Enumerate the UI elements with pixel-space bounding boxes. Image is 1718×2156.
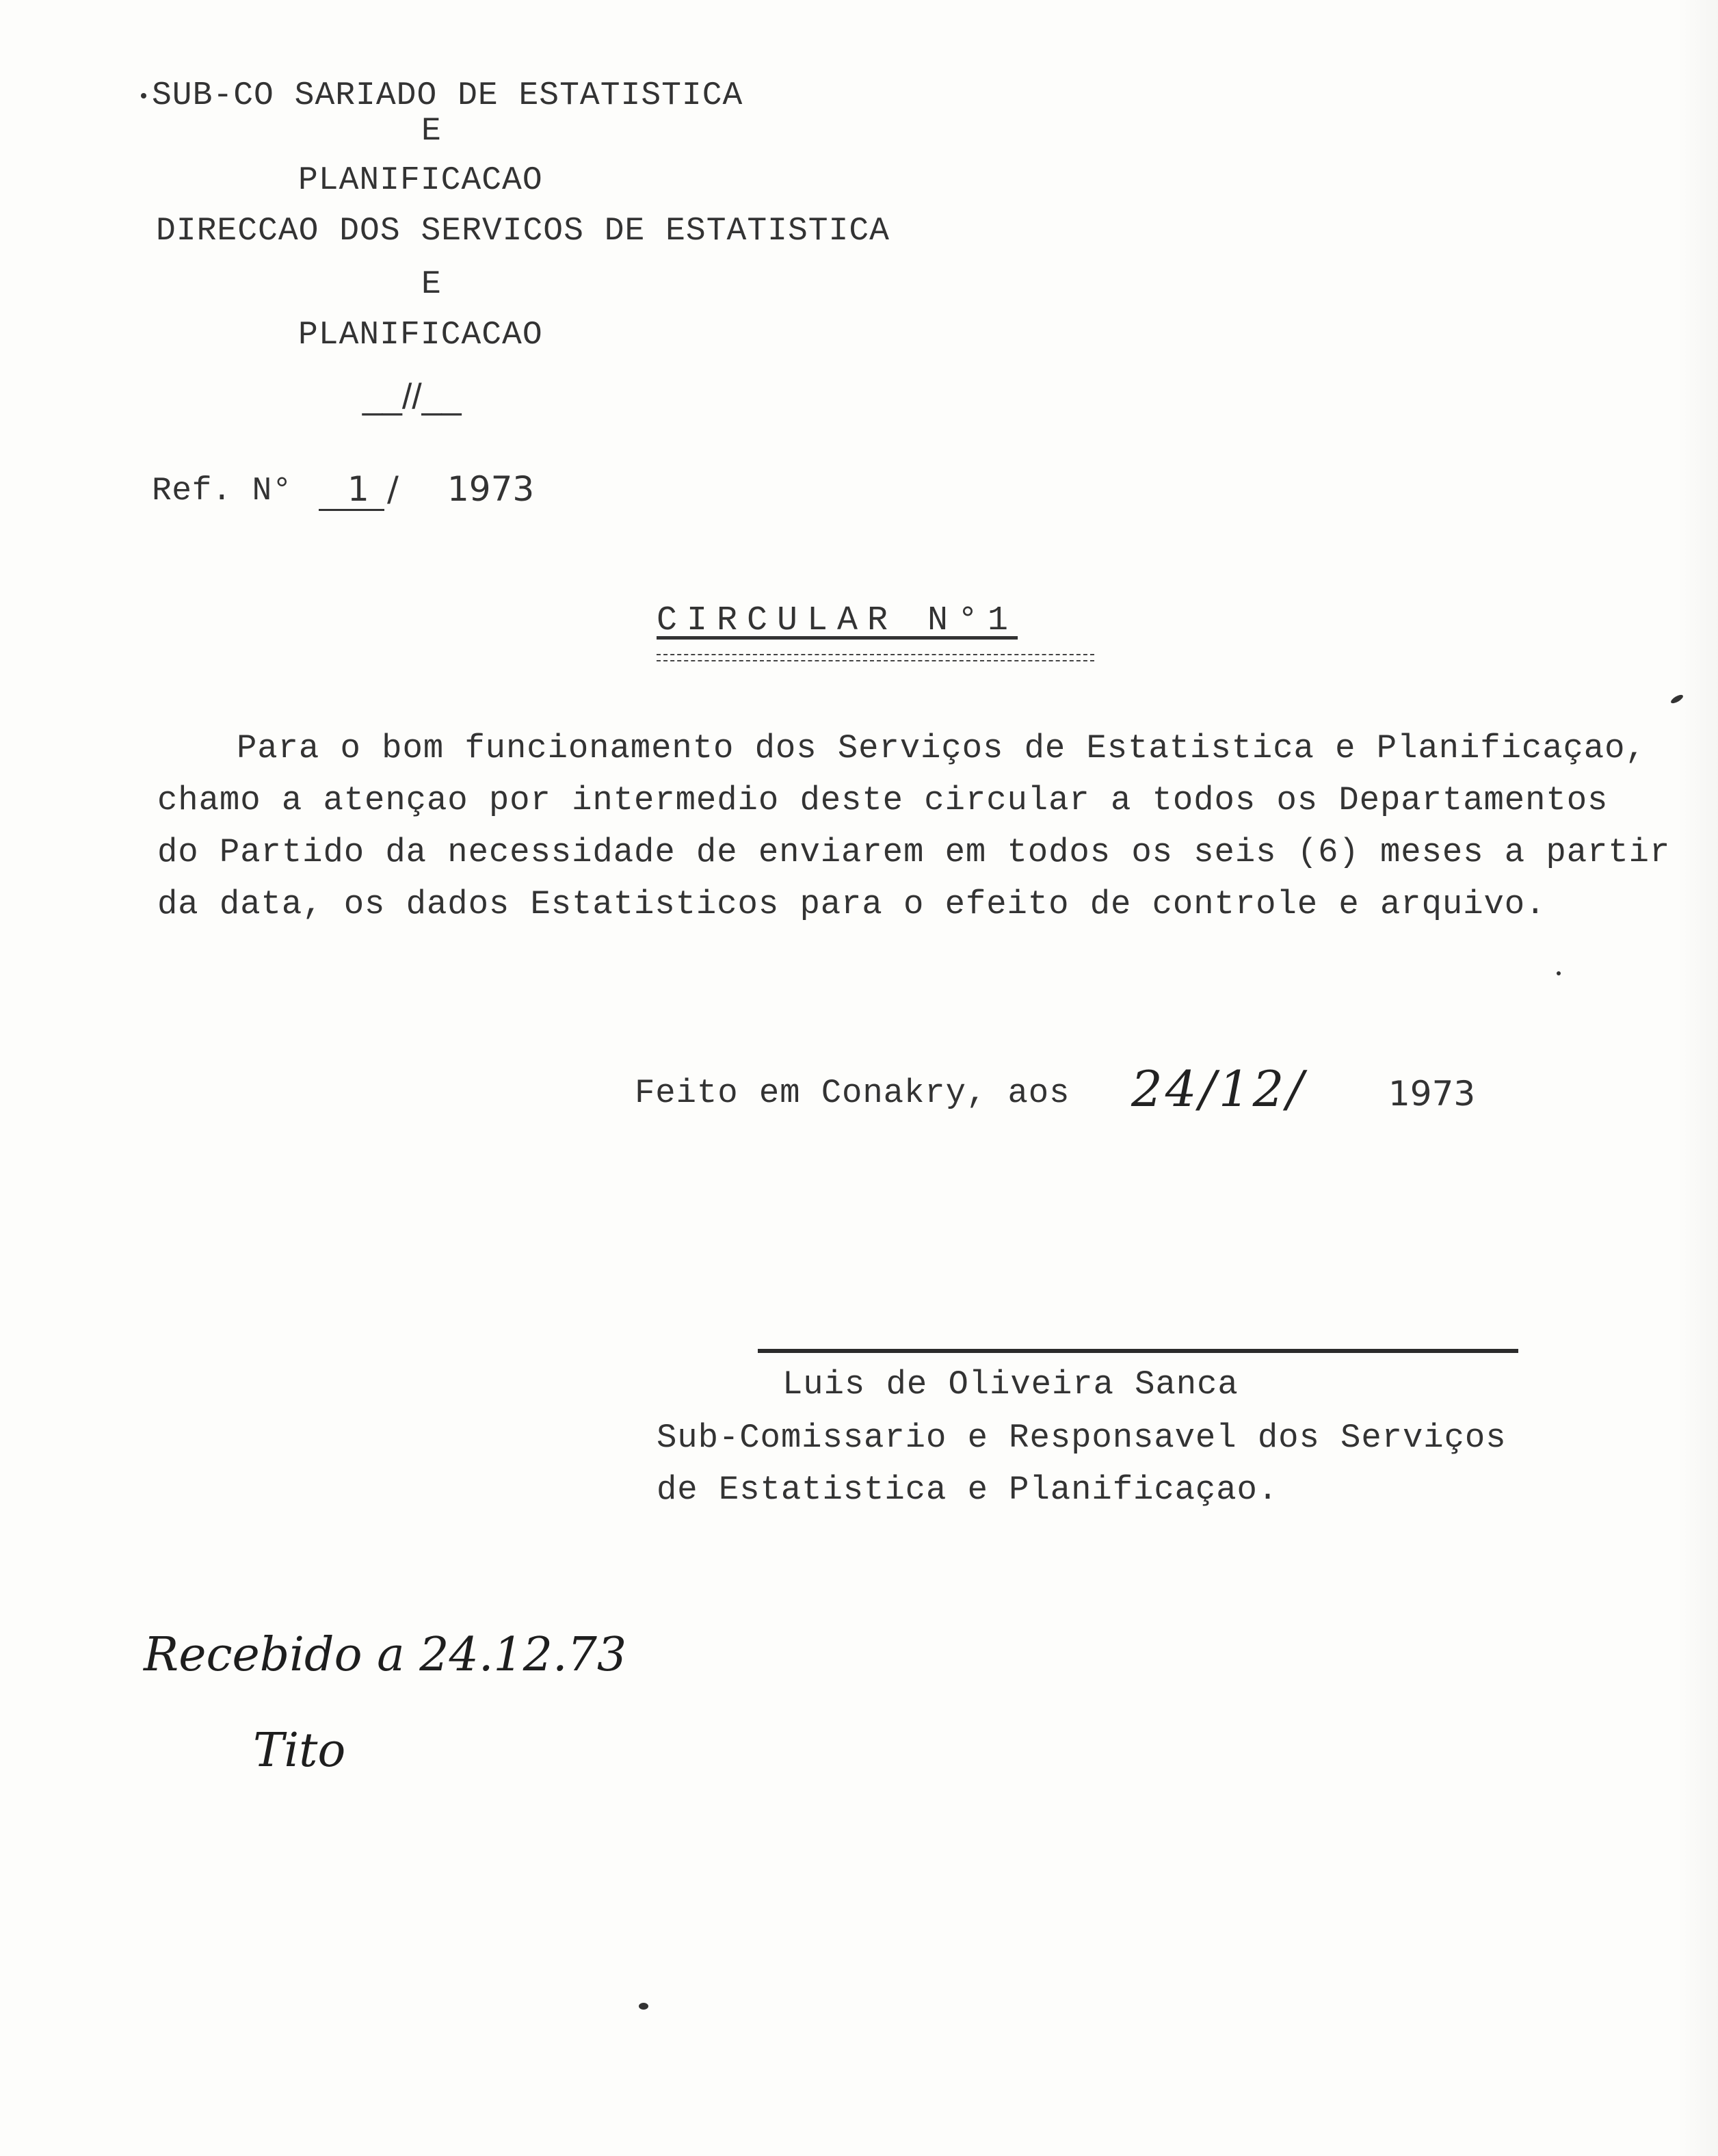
header-separator: __//__ bbox=[362, 377, 462, 417]
signatory-title-line-1: Sub-Comissario e Responsavel dos Serviços bbox=[657, 1419, 1507, 1457]
body-line-1: Para o bom funcionamento dos Serviços de Estatistica e Planificaçao, bbox=[237, 729, 1646, 767]
body-line-4: da data, os dados Estatisticos para o efeito de controle e arquivo. bbox=[157, 885, 1546, 923]
reference-slash: / bbox=[387, 469, 399, 509]
dateline-year: 1973 bbox=[1388, 1074, 1476, 1114]
handwritten-date: 24/12/ bbox=[1131, 1060, 1306, 1118]
reference-number-underline bbox=[319, 509, 384, 511]
signatory-title-line-2: de Estatistica e Planificaçao. bbox=[657, 1471, 1279, 1509]
ink-speck bbox=[639, 2003, 648, 2010]
header-line-3: PLANIFICACAO bbox=[298, 162, 543, 199]
body-line-2: chamo a atençao por intermedio deste circular a todos os Departamentos bbox=[157, 781, 1609, 819]
circular-title: CIRCULAR N°1 bbox=[657, 601, 1018, 640]
reference-label: Ref. N° bbox=[152, 473, 293, 510]
handwritten-received-note: Recebido a 24.12.73 bbox=[144, 1628, 627, 1682]
header-line-5: E bbox=[421, 266, 442, 303]
dateline-prefix: Feito em Conakry, aos bbox=[635, 1074, 1070, 1112]
header-line-6: PLANIFICACAO bbox=[298, 317, 543, 354]
signature-line bbox=[758, 1349, 1518, 1353]
ink-speck bbox=[1557, 971, 1561, 975]
ink-speck bbox=[141, 93, 146, 98]
paper-edge bbox=[1677, 0, 1718, 2156]
handwritten-initials: Tito bbox=[253, 1724, 346, 1778]
header-line-4: DIRECCAO DOS SERVICOS DE ESTATISTICA bbox=[156, 213, 890, 250]
header-line-2: E bbox=[421, 113, 442, 150]
reference-number: 1 bbox=[347, 469, 369, 509]
reference-year: 1973 bbox=[447, 469, 535, 509]
body-line-3: do Partido da necessidade de enviarem em todos os seis (6) meses a partir bbox=[157, 833, 1671, 871]
circular-title-double-rule bbox=[657, 654, 1094, 661]
header-line-1: SUB-CO SARIADO DE ESTATISTICA bbox=[152, 77, 743, 114]
signatory-name: Luis de Oliveira Sanca bbox=[782, 1365, 1239, 1404]
